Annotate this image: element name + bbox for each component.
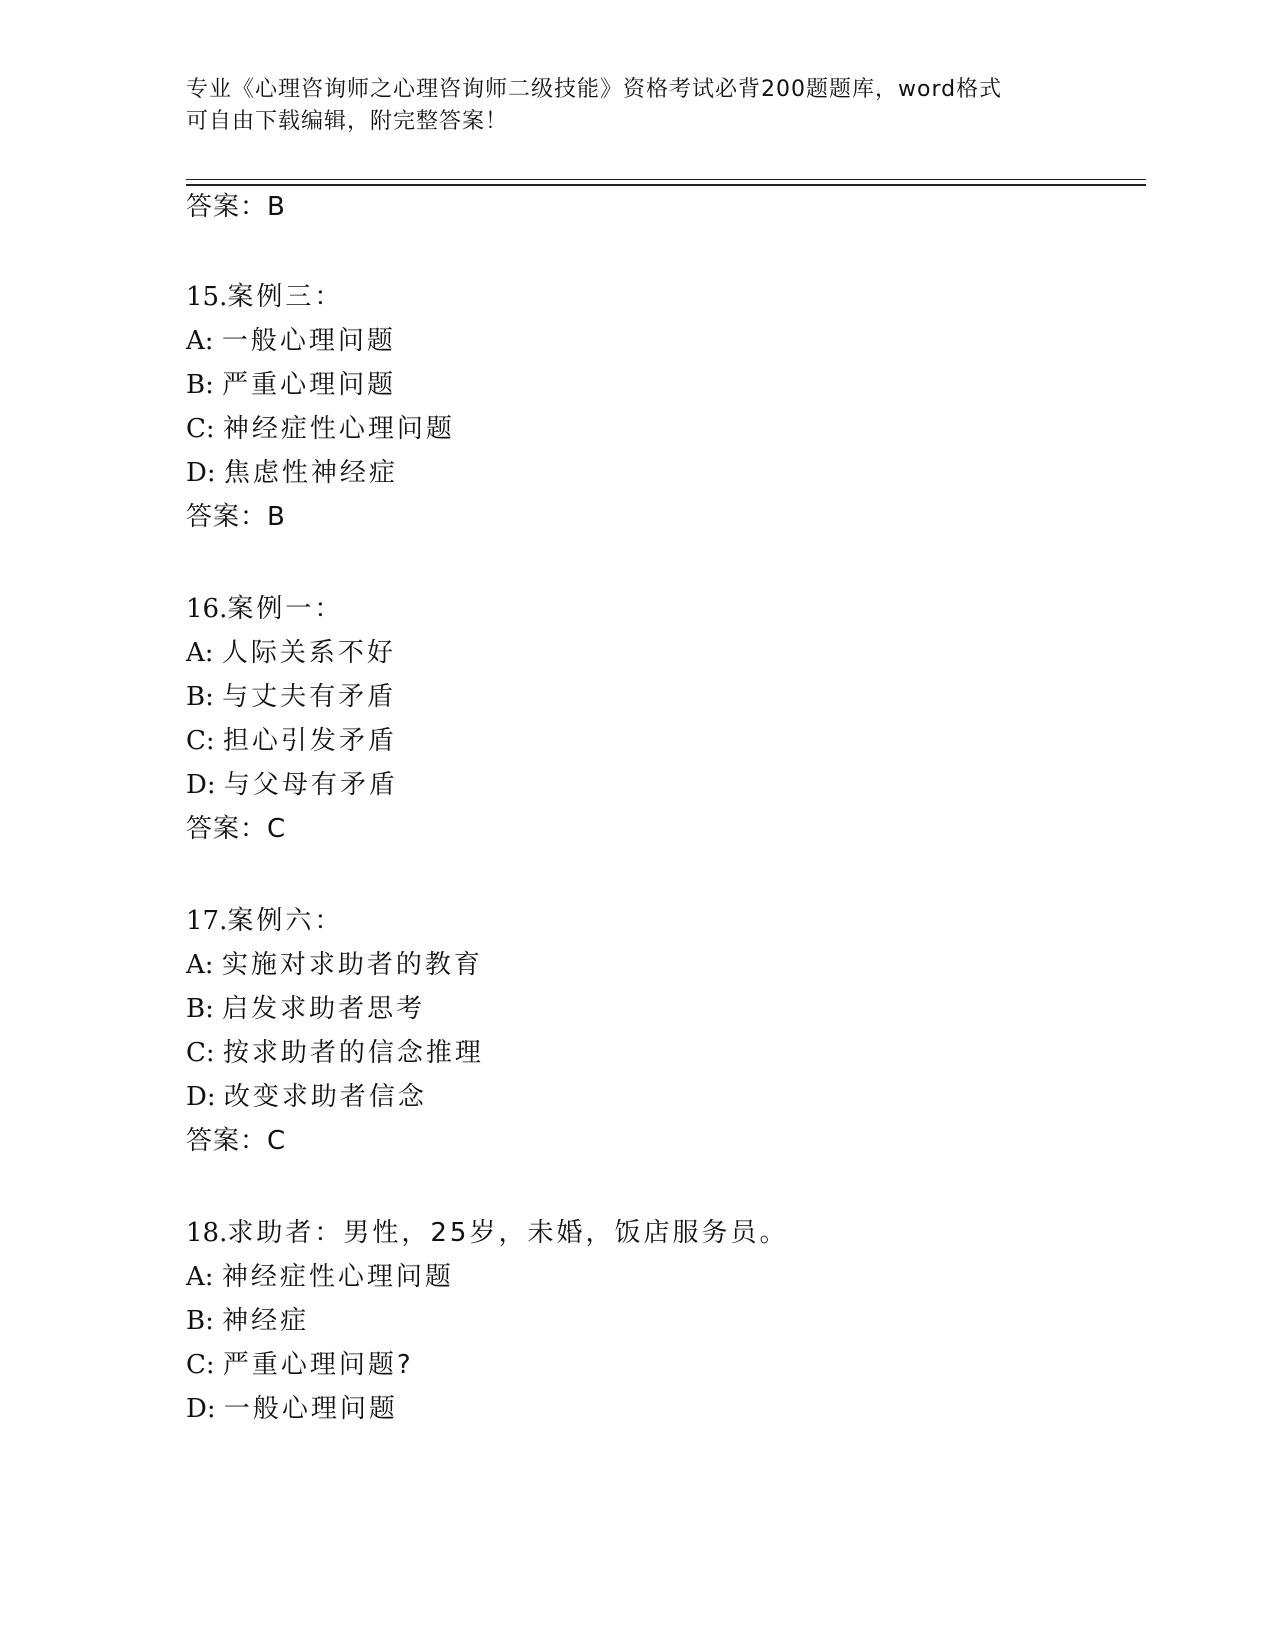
option-text: 与父母有矛盾 bbox=[223, 770, 398, 800]
question-number: 15. bbox=[186, 282, 228, 312]
option-line bbox=[186, 1304, 309, 1338]
question-text: 案例六： bbox=[227, 906, 344, 936]
option-text: 焦虑性神经症 bbox=[223, 458, 398, 488]
option-letter: A: bbox=[186, 326, 222, 356]
option-text: 严重心理问题 bbox=[222, 370, 397, 400]
question-text: 求助者：男性，25岁，未婚，饭店服务员。 bbox=[227, 1218, 789, 1248]
option-text: 人际关系不好 bbox=[221, 638, 396, 668]
option-text: 严重心理问题? bbox=[222, 1350, 414, 1380]
answer-line: 答案：B bbox=[186, 192, 286, 222]
option-line bbox=[186, 1348, 414, 1382]
option-line bbox=[186, 768, 398, 802]
header-divider-thin bbox=[186, 179, 1146, 180]
option-line bbox=[186, 1036, 484, 1070]
answer-line: 答案：C bbox=[186, 814, 287, 844]
option-letter: A: bbox=[186, 950, 222, 980]
question-number: 16. bbox=[186, 594, 228, 624]
option-text: 改变求助者信念 bbox=[223, 1082, 427, 1112]
option-line bbox=[186, 324, 396, 358]
question-text: 案例三： bbox=[227, 282, 344, 312]
option-text: 与丈夫有矛盾 bbox=[222, 682, 397, 712]
option-letter: C: bbox=[186, 414, 223, 444]
header-line-1: 专业《心理咨询师之心理咨询师二级技能》资格考试必背200题题库，word格式 bbox=[186, 77, 1003, 102]
option-text: 实施对求助者的教育 bbox=[221, 950, 483, 980]
option-letter: D: bbox=[186, 1394, 224, 1424]
option-letter: D: bbox=[186, 458, 224, 488]
option-text: 一般心理问题 bbox=[221, 326, 396, 356]
option-letter: B: bbox=[186, 682, 223, 712]
document-header bbox=[186, 74, 1086, 138]
option-line bbox=[186, 680, 396, 714]
answer-line: 答案：C bbox=[186, 1126, 287, 1156]
question-stem bbox=[186, 1216, 788, 1250]
option-letter: D: bbox=[186, 770, 224, 800]
option-letter: A: bbox=[186, 1262, 222, 1292]
question-number: 18. bbox=[186, 1218, 228, 1248]
option-line bbox=[186, 1260, 454, 1294]
header-line-2: 可自由下载编辑，附完整答案！ bbox=[186, 109, 509, 134]
question-stem bbox=[186, 280, 343, 314]
option-text: 神经症性心理问题 bbox=[222, 414, 455, 444]
option-line bbox=[186, 1392, 398, 1426]
option-text: 一般心理问题 bbox=[223, 1394, 398, 1424]
header-divider-thick bbox=[186, 184, 1146, 186]
option-text: 启发求助者思考 bbox=[222, 994, 426, 1024]
option-letter: B: bbox=[186, 370, 223, 400]
option-letter: D: bbox=[186, 1082, 224, 1112]
option-line bbox=[186, 412, 455, 446]
option-text: 神经症 bbox=[222, 1306, 310, 1336]
option-line bbox=[186, 992, 425, 1026]
option-line bbox=[186, 368, 396, 402]
question-stem bbox=[186, 592, 343, 626]
option-letter: B: bbox=[186, 994, 223, 1024]
option-line bbox=[186, 1080, 427, 1114]
option-text: 按求助者的信念推理 bbox=[222, 1038, 484, 1068]
option-text: 神经症性心理问题 bbox=[221, 1262, 454, 1292]
option-letter: C: bbox=[186, 726, 223, 756]
option-letter: C: bbox=[186, 1350, 223, 1380]
answer-line: 答案：B bbox=[186, 502, 286, 532]
question-number: 17. bbox=[186, 906, 228, 936]
option-text: 担心引发矛盾 bbox=[222, 726, 397, 756]
option-line bbox=[186, 456, 398, 490]
option-line bbox=[186, 724, 397, 758]
question-text: 案例一： bbox=[227, 594, 344, 624]
question-stem bbox=[186, 904, 343, 938]
option-letter: C: bbox=[186, 1038, 223, 1068]
option-line bbox=[186, 636, 396, 670]
option-letter: A: bbox=[186, 638, 222, 668]
option-letter: B: bbox=[186, 1306, 223, 1336]
option-line bbox=[186, 948, 483, 982]
